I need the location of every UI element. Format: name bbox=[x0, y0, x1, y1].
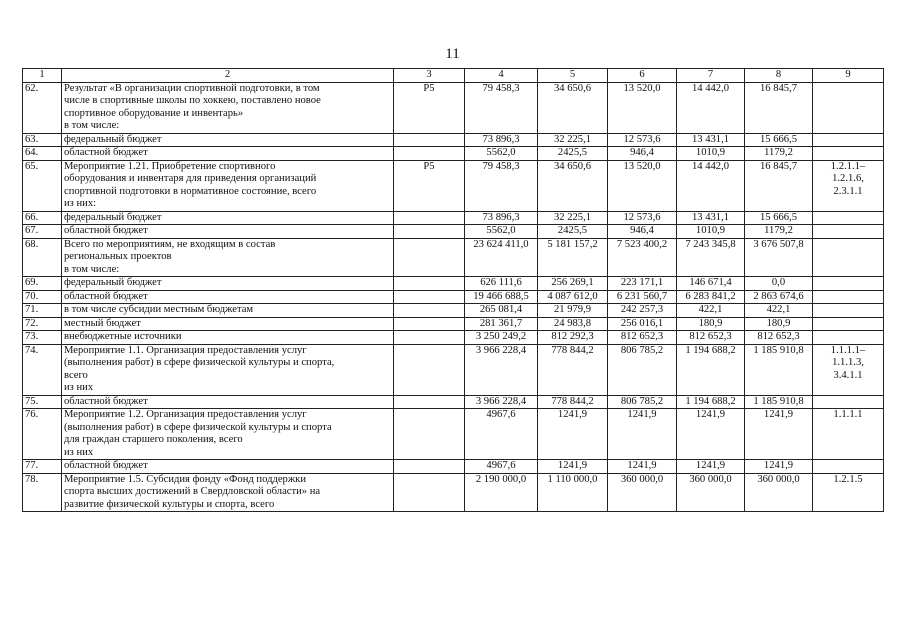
program-code bbox=[394, 409, 465, 460]
description-line: (выполнения работ) в сфере физической культуры и спорта bbox=[64, 421, 332, 433]
indicator-ref-line: 1.1.1.1 bbox=[833, 409, 863, 420]
description-line: федеральный бюджет bbox=[64, 211, 162, 223]
value-col-8: 1241,9 bbox=[745, 460, 813, 474]
description-line: внебюджетные источники bbox=[64, 331, 182, 342]
value-col-7: 180,9 bbox=[677, 317, 745, 331]
value-total: 265 081,4 bbox=[465, 304, 538, 318]
row-number: 67. bbox=[23, 225, 62, 239]
description-line: областной бюджет bbox=[64, 395, 148, 407]
indicator-ref-line: 1.2.1.5 bbox=[833, 473, 863, 485]
row-description bbox=[62, 147, 394, 161]
value-col-8: 812 652,3 bbox=[745, 331, 813, 345]
row-number: 77. bbox=[23, 460, 62, 474]
value-col-8: 15 666,5 bbox=[745, 211, 813, 225]
row-description bbox=[62, 344, 394, 395]
value-col-8: 15 666,5 bbox=[745, 133, 813, 147]
table-row bbox=[23, 473, 884, 512]
description-line: областной бюджет bbox=[64, 147, 148, 158]
target-indicator-refs bbox=[813, 344, 884, 395]
value-col-6: 812 652,3 bbox=[608, 331, 677, 345]
value-col-6: 946,4 bbox=[608, 147, 677, 161]
description-line: федеральный бюджет bbox=[64, 277, 162, 288]
row-description bbox=[62, 211, 394, 225]
value-total: 79 458,3 bbox=[465, 160, 538, 211]
column-header: 9 bbox=[813, 69, 884, 83]
indicator-ref-line: 1.1.1.1–1.1.1.3, bbox=[830, 344, 866, 368]
value-total: 23 624 411,0 bbox=[465, 238, 538, 277]
row-description bbox=[62, 133, 394, 147]
value-col-8: 360 000,0 bbox=[745, 473, 813, 512]
value-col-5: 2425,5 bbox=[538, 225, 608, 239]
value-total: 3 250 249,2 bbox=[465, 331, 538, 345]
value-col-6: 12 573,6 bbox=[608, 211, 677, 225]
value-col-7: 1 194 688,2 bbox=[677, 395, 745, 409]
value-col-8: 1 185 910,8 bbox=[745, 344, 813, 395]
row-number: 74. bbox=[23, 344, 62, 395]
value-total: 73 896,3 bbox=[465, 211, 538, 225]
description-line: областной бюджет bbox=[64, 225, 148, 236]
description-line: федеральный бюджет bbox=[64, 133, 162, 145]
target-indicator-refs bbox=[813, 395, 884, 409]
value-total: 4967,6 bbox=[465, 460, 538, 474]
value-col-7: 7 243 345,8 bbox=[677, 238, 745, 277]
row-description bbox=[62, 409, 394, 460]
value-col-8: 1241,9 bbox=[745, 409, 813, 460]
value-col-7: 1010,9 bbox=[677, 147, 745, 161]
target-indicator-refs bbox=[813, 290, 884, 304]
description-line: развитие физической культуры и спорта, всего bbox=[64, 498, 275, 510]
description-line: Всего по мероприятиям, не входящим в состав bbox=[64, 238, 276, 250]
value-col-8: 1 185 910,8 bbox=[745, 395, 813, 409]
target-indicator-refs bbox=[813, 277, 884, 291]
row-description bbox=[62, 331, 394, 345]
value-total: 3 966 228,4 bbox=[465, 395, 538, 409]
program-code: Р5 bbox=[394, 82, 465, 133]
row-number: 62. bbox=[23, 82, 62, 133]
target-indicator-refs bbox=[813, 211, 884, 225]
indicator-ref-line: 2.3.1.1 bbox=[833, 185, 863, 197]
value-col-5: 24 983,8 bbox=[538, 317, 608, 331]
column-header: 1 bbox=[23, 69, 62, 83]
table-body bbox=[23, 82, 884, 512]
description-line: в том числе: bbox=[64, 263, 120, 275]
description-line: из них bbox=[64, 382, 94, 393]
value-col-5: 32 225,1 bbox=[538, 211, 608, 225]
program-code bbox=[394, 290, 465, 304]
program-code bbox=[394, 395, 465, 409]
description-line: спорта высших достижений в Свердловской области» на bbox=[64, 486, 321, 497]
table-row bbox=[23, 147, 884, 161]
value-col-7: 422,1 bbox=[677, 304, 745, 318]
value-col-8: 16 845,7 bbox=[745, 82, 813, 133]
value-col-7: 14 442,0 bbox=[677, 82, 745, 133]
value-col-6: 256 016,1 bbox=[608, 317, 677, 331]
table-row bbox=[23, 133, 884, 147]
description-line: в том числе: bbox=[64, 120, 120, 131]
target-indicator-refs bbox=[813, 238, 884, 277]
value-col-6: 13 520,0 bbox=[608, 160, 677, 211]
value-col-6: 1241,9 bbox=[608, 409, 677, 460]
value-col-7: 360 000,0 bbox=[677, 473, 745, 512]
row-number: 78. bbox=[23, 473, 62, 512]
target-indicator-refs bbox=[813, 133, 884, 147]
table-row bbox=[23, 160, 884, 211]
value-col-6: 6 231 560,7 bbox=[608, 290, 677, 304]
description-line: числе в спортивные школы по хоккею, поставлено новое bbox=[64, 95, 321, 106]
value-col-7: 812 652,3 bbox=[677, 331, 745, 345]
value-col-5: 812 292,3 bbox=[538, 331, 608, 345]
table-row bbox=[23, 344, 884, 395]
budget-table bbox=[22, 68, 884, 512]
target-indicator-refs bbox=[813, 147, 884, 161]
target-indicator-refs bbox=[813, 460, 884, 474]
value-col-6: 12 573,6 bbox=[608, 133, 677, 147]
description-line: оборудования и инвентаря для приведения организаций bbox=[64, 173, 317, 184]
row-number: 75. bbox=[23, 395, 62, 409]
description-line: областной бюджет bbox=[64, 290, 148, 302]
target-indicator-refs bbox=[813, 473, 884, 512]
program-code bbox=[394, 317, 465, 331]
row-description bbox=[62, 317, 394, 331]
value-col-6: 7 523 400,2 bbox=[608, 238, 677, 277]
value-total: 5562,0 bbox=[465, 147, 538, 161]
value-col-5: 778 844,2 bbox=[538, 344, 608, 395]
page-number: 11 bbox=[445, 46, 460, 62]
row-description bbox=[62, 290, 394, 304]
row-description bbox=[62, 277, 394, 291]
column-header: 5 bbox=[538, 69, 608, 83]
target-indicator-refs bbox=[813, 82, 884, 133]
program-code bbox=[394, 304, 465, 318]
value-total: 281 361,7 bbox=[465, 317, 538, 331]
table-row bbox=[23, 317, 884, 331]
value-col-6: 242 257,3 bbox=[608, 304, 677, 318]
value-col-6: 1241,9 bbox=[608, 460, 677, 474]
value-col-5: 34 650,6 bbox=[538, 160, 608, 211]
table-row bbox=[23, 395, 884, 409]
value-col-7: 1241,9 bbox=[677, 409, 745, 460]
program-code bbox=[394, 133, 465, 147]
row-description bbox=[62, 473, 394, 512]
column-header: 8 bbox=[745, 69, 813, 83]
value-col-7: 13 431,1 bbox=[677, 211, 745, 225]
value-col-5: 32 225,1 bbox=[538, 133, 608, 147]
value-col-5: 34 650,6 bbox=[538, 82, 608, 133]
description-line: для граждан старшего поколения, всего bbox=[64, 434, 243, 445]
value-total: 19 466 688,5 bbox=[465, 290, 538, 304]
table-row bbox=[23, 409, 884, 460]
description-line: Мероприятие 1.1. Организация предоставления услуг bbox=[64, 344, 307, 356]
value-col-8: 1179,2 bbox=[745, 225, 813, 239]
value-col-5: 778 844,2 bbox=[538, 395, 608, 409]
value-total: 2 190 000,0 bbox=[465, 473, 538, 512]
value-col-8: 180,9 bbox=[745, 317, 813, 331]
value-total: 79 458,3 bbox=[465, 82, 538, 133]
program-code bbox=[394, 211, 465, 225]
value-col-5: 256 269,1 bbox=[538, 277, 608, 291]
value-col-7: 13 431,1 bbox=[677, 133, 745, 147]
value-col-6: 946,4 bbox=[608, 225, 677, 239]
row-number: 63. bbox=[23, 133, 62, 147]
description-line: спортивное оборудование и инвентарь» bbox=[64, 107, 244, 119]
table-row bbox=[23, 304, 884, 318]
description-line: в том числе субсидии местным бюджетам bbox=[64, 304, 254, 315]
value-col-7: 146 671,4 bbox=[677, 277, 745, 291]
target-indicator-refs bbox=[813, 304, 884, 318]
row-description bbox=[62, 395, 394, 409]
description-line: из них: bbox=[64, 198, 97, 209]
description-line: (выполнения работ) в сфере физической культуры и спорта, bbox=[64, 357, 335, 368]
description-line: спортивной подготовки в нормативное состояние, всего bbox=[64, 185, 317, 197]
description-line: Мероприятие 1.5. Субсидия фонду «Фонд поддержки bbox=[64, 473, 306, 485]
table-row bbox=[23, 290, 884, 304]
value-total: 4967,6 bbox=[465, 409, 538, 460]
row-number: 65. bbox=[23, 160, 62, 211]
value-col-5: 2425,5 bbox=[538, 147, 608, 161]
column-header: 3 bbox=[394, 69, 465, 83]
value-col-6: 806 785,2 bbox=[608, 395, 677, 409]
header-row bbox=[23, 69, 884, 83]
description-line: Мероприятие 1.2. Организация предоставления услуг bbox=[64, 409, 307, 420]
row-description bbox=[62, 225, 394, 239]
value-col-8: 0,0 bbox=[745, 277, 813, 291]
row-description bbox=[62, 82, 394, 133]
row-number: 72. bbox=[23, 317, 62, 331]
program-code bbox=[394, 277, 465, 291]
description-line: всего bbox=[64, 369, 88, 381]
description-line: из них bbox=[64, 446, 94, 458]
value-col-6: 360 000,0 bbox=[608, 473, 677, 512]
value-col-6: 223 171,1 bbox=[608, 277, 677, 291]
value-col-8: 1179,2 bbox=[745, 147, 813, 161]
value-col-7: 1010,9 bbox=[677, 225, 745, 239]
column-header: 6 bbox=[608, 69, 677, 83]
program-code bbox=[394, 147, 465, 161]
description-line: местный бюджет bbox=[64, 317, 141, 329]
program-code bbox=[394, 473, 465, 512]
value-col-6: 806 785,2 bbox=[608, 344, 677, 395]
table-row bbox=[23, 238, 884, 277]
description-line: региональных проектов bbox=[64, 251, 172, 262]
value-col-6: 13 520,0 bbox=[608, 82, 677, 133]
indicator-ref-line: 3.4.1.1 bbox=[833, 369, 863, 381]
table-row bbox=[23, 211, 884, 225]
program-code bbox=[394, 331, 465, 345]
value-col-5: 1 110 000,0 bbox=[538, 473, 608, 512]
description-line: областной бюджет bbox=[64, 460, 148, 471]
column-header: 4 bbox=[465, 69, 538, 83]
table-row bbox=[23, 331, 884, 345]
value-col-5: 21 979,9 bbox=[538, 304, 608, 318]
row-description bbox=[62, 238, 394, 277]
row-number: 64. bbox=[23, 147, 62, 161]
value-col-8: 2 863 674,6 bbox=[745, 290, 813, 304]
target-indicator-refs bbox=[813, 225, 884, 239]
program-code bbox=[394, 460, 465, 474]
target-indicator-refs bbox=[813, 409, 884, 460]
value-col-7: 1241,9 bbox=[677, 460, 745, 474]
description-line: Результат «В организации спортивной подготовки, в том bbox=[64, 82, 320, 94]
target-indicator-refs bbox=[813, 331, 884, 345]
value-total: 626 111,6 bbox=[465, 277, 538, 291]
program-code bbox=[394, 238, 465, 277]
value-col-8: 16 845,7 bbox=[745, 160, 813, 211]
table-row bbox=[23, 225, 884, 239]
value-col-7: 1 194 688,2 bbox=[677, 344, 745, 395]
value-col-7: 14 442,0 bbox=[677, 160, 745, 211]
value-total: 73 896,3 bbox=[465, 133, 538, 147]
row-description bbox=[62, 460, 394, 474]
value-col-8: 3 676 507,8 bbox=[745, 238, 813, 277]
row-number: 68. bbox=[23, 238, 62, 277]
program-code: Р5 bbox=[394, 160, 465, 211]
program-code bbox=[394, 344, 465, 395]
table-row bbox=[23, 460, 884, 474]
row-number: 76. bbox=[23, 409, 62, 460]
row-number: 71. bbox=[23, 304, 62, 318]
value-col-5: 5 181 157,2 bbox=[538, 238, 608, 277]
target-indicator-refs bbox=[813, 317, 884, 331]
value-col-7: 6 283 841,2 bbox=[677, 290, 745, 304]
table-row bbox=[23, 82, 884, 133]
program-code bbox=[394, 225, 465, 239]
column-header: 2 bbox=[62, 69, 394, 83]
value-col-5: 4 087 612,0 bbox=[538, 290, 608, 304]
description-line: Мероприятие 1.21. Приобретение спортивного bbox=[64, 160, 276, 172]
row-description bbox=[62, 304, 394, 318]
value-total: 3 966 228,4 bbox=[465, 344, 538, 395]
value-col-5: 1241,9 bbox=[538, 460, 608, 474]
row-number: 69. bbox=[23, 277, 62, 291]
target-indicator-refs bbox=[813, 160, 884, 211]
row-description bbox=[62, 160, 394, 211]
value-total: 5562,0 bbox=[465, 225, 538, 239]
value-col-5: 1241,9 bbox=[538, 409, 608, 460]
row-number: 73. bbox=[23, 331, 62, 345]
column-header: 7 bbox=[677, 69, 745, 83]
row-number: 70. bbox=[23, 290, 62, 304]
indicator-ref-line: 1.2.1.1–1.2.1.6, bbox=[830, 160, 866, 184]
table-row bbox=[23, 277, 884, 291]
value-col-8: 422,1 bbox=[745, 304, 813, 318]
row-number: 66. bbox=[23, 211, 62, 225]
